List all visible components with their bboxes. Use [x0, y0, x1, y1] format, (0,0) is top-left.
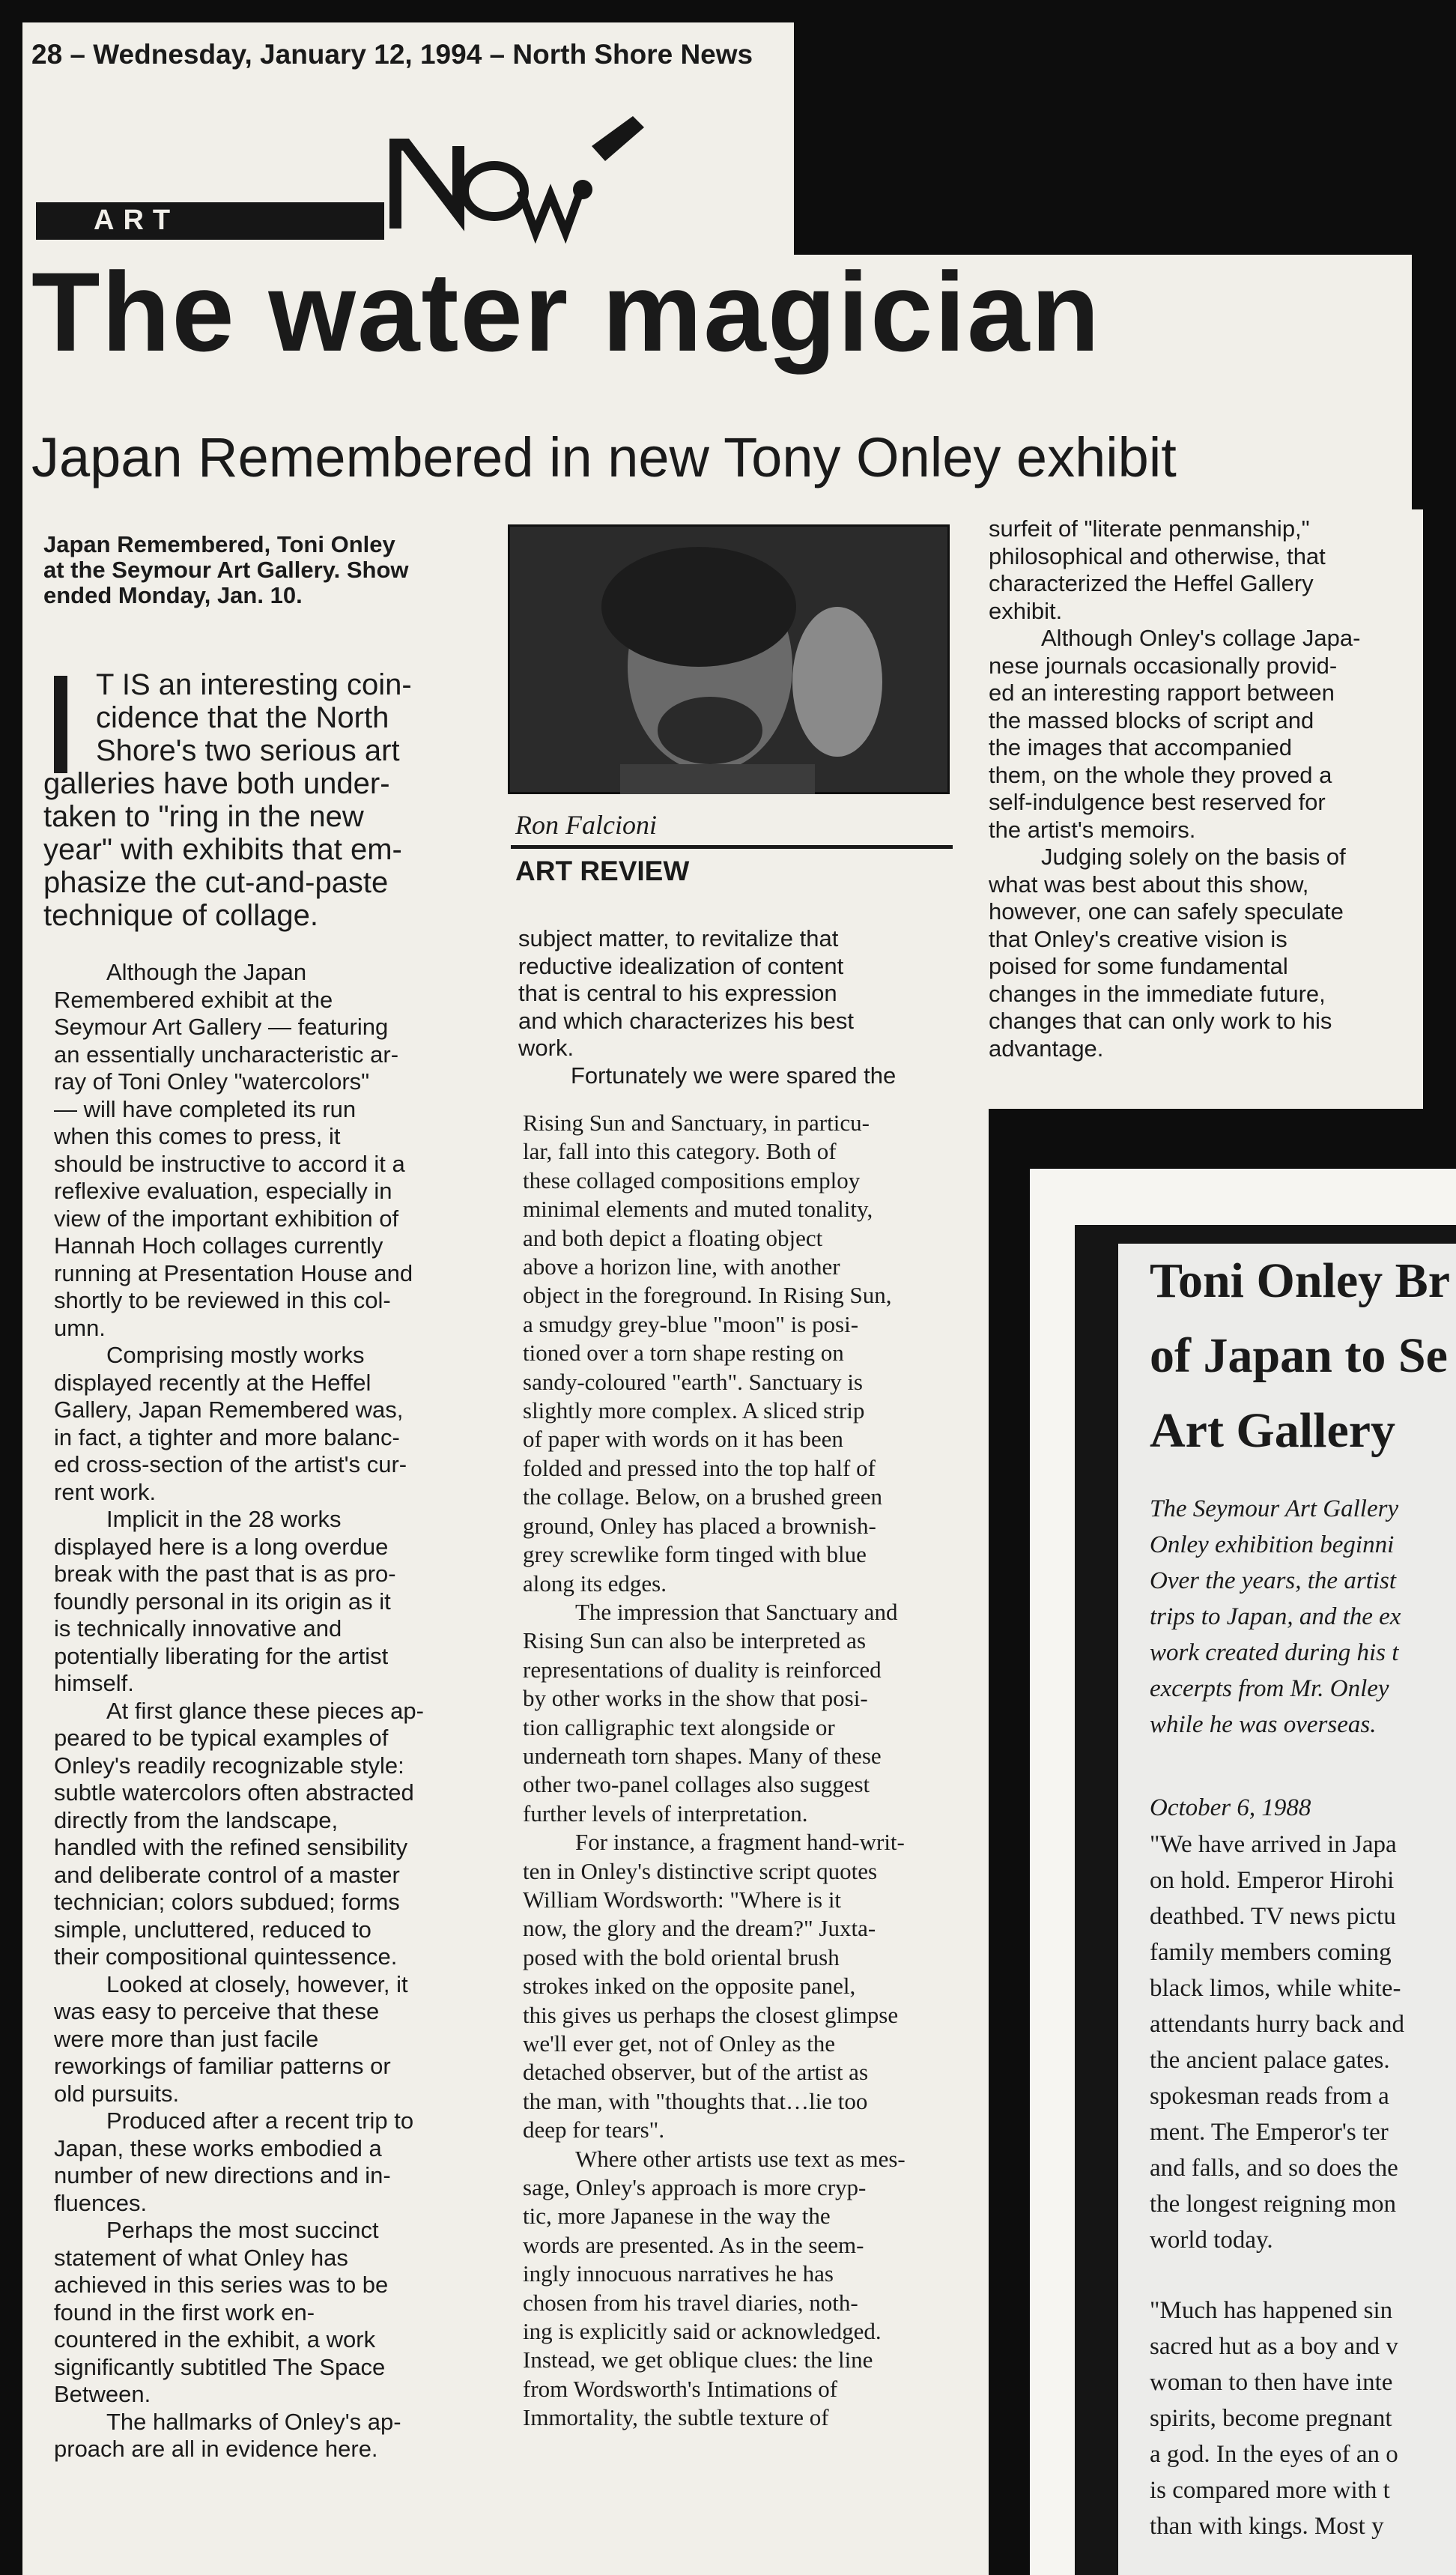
text-line: and deliberate control of a master: [54, 1861, 400, 1888]
text-line: ed cross-section of the artist's cur-: [54, 1451, 407, 1477]
text-line: however, one can safely speculate: [989, 898, 1344, 925]
text-line: further levels of interpretation.: [523, 1800, 808, 1827]
text-line: shortly to be reviewed in this col-: [54, 1287, 391, 1313]
text-line: from Wordsworth's Intimations of: [523, 2375, 838, 2402]
text-line: "Much has happened sin: [1150, 2297, 1393, 2324]
section-label: ART: [94, 205, 180, 236]
text-line: — will have completed its run: [54, 1095, 357, 1122]
text-line: woman to then have inte: [1150, 2369, 1393, 2396]
text-line: fluences.: [54, 2189, 148, 2216]
text-line: Onley's readily recognizable style:: [54, 1752, 404, 1779]
text-line: Gallery, Japan Remembered was,: [54, 1397, 404, 1423]
text-line: displayed recently at the Heffel: [54, 1369, 371, 1396]
text-line: slightly more complex. A sliced strip: [523, 1397, 865, 1424]
text-line: Instead, we get oblique clues: the line: [523, 2346, 873, 2373]
text-line: world today.: [1150, 2227, 1273, 2254]
text-line: handled with the refined sensibility: [54, 1834, 408, 1860]
text-line: countered in the exhibit, a work: [54, 2326, 376, 2352]
text-line: spirits, become pregnant: [1150, 2405, 1392, 2432]
text-line: characterized the Heffel Gallery: [989, 570, 1314, 596]
column-label: ART REVIEW: [515, 856, 690, 886]
text-line: strokes inked on the opposite panel,: [523, 1973, 856, 2000]
text-line: is technically innovative and: [54, 1615, 342, 1641]
text-line: old pursuits.: [54, 2080, 180, 2107]
text-line: a god. In the eyes of an o: [1150, 2441, 1398, 2468]
text-line: this gives us perhaps the closest glimpse: [523, 2001, 899, 2028]
text-line: representations of duality is reinforced: [523, 1656, 882, 1683]
text-line: than with kings. Most y: [1150, 2513, 1384, 2540]
column-2-bottom-body: [523, 1109, 906, 2433]
text-line: himself.: [54, 1670, 134, 1696]
text-line: Hannah Hoch collages currently: [54, 1232, 383, 1259]
text-line: ten in Onley's distinctive script quotes: [523, 1857, 878, 1884]
now-logo: [374, 101, 689, 243]
text-line: the images that accompanied: [989, 734, 1292, 760]
text-line: now, the glory and the dream?" Juxta-: [523, 1915, 876, 1942]
text-line: Seymour Art Gallery — featuring: [54, 1014, 389, 1040]
text-line: black limos, while white-: [1150, 1975, 1401, 2002]
sidebar-title: Toni Onley Br of Japan to Se Art Gallery: [1150, 1253, 1450, 1458]
text-line: tic, more Japanese in the way the: [523, 2203, 831, 2230]
text-line: rent work.: [54, 1478, 157, 1505]
text-line: exhibit.: [989, 597, 1063, 624]
text-line: when this comes to press, it: [54, 1123, 341, 1149]
text-line: potentially liberating for the artist: [54, 1642, 389, 1669]
text-line: subtle watercolors often abstracted: [54, 1779, 414, 1806]
text-line: posed with the bold oriental brush: [523, 1943, 840, 1970]
text-line: view of the important exhibition of: [54, 1205, 399, 1232]
text-line: running at Presentation House and: [54, 1259, 413, 1286]
text-line: we'll ever get, not of Onley as the: [523, 2030, 836, 2057]
text-line: reductive idealization of content: [518, 952, 844, 979]
text-line: and both depict a floating object: [523, 1224, 823, 1251]
text-line: nese journals occasionally provid-: [989, 652, 1338, 679]
text-line: words are presented. As in the seem-: [523, 2231, 864, 2258]
text-line: is compared more with t: [1150, 2477, 1390, 2504]
text-line: achieved in this series was to be: [54, 2272, 389, 2298]
text-line: statement of what Onley has: [54, 2244, 348, 2271]
text-line: object in the foreground. In Rising Sun,: [523, 1282, 892, 1309]
text-line: was easy to perceive that these: [54, 1998, 380, 2024]
photo-caption: Ron Falcioni: [515, 810, 657, 840]
text-line: ed an interesting rapport between: [989, 680, 1335, 706]
text-line: work.: [518, 1035, 574, 1061]
text-line: sacred hut as a boy and v: [1150, 2333, 1398, 2360]
text-line: spokesman reads from a: [1150, 2083, 1389, 2110]
text-line: Between.: [54, 2381, 151, 2407]
text-line: simple, uncluttered, reduced to: [54, 1916, 371, 1943]
text-line: changes that can only work to his: [989, 1008, 1332, 1034]
text-line: At first glance these pieces ap-: [106, 1697, 424, 1724]
text-line: The impression that Sanctuary and: [575, 1598, 898, 1625]
sidebar-date: October 6, 1988: [1150, 1794, 1311, 1821]
text-line: an essentially uncharacteristic ar-: [54, 1041, 399, 1068]
text-line: subject matter, to revitalize that: [518, 925, 839, 951]
text-line: what was best about this show,: [989, 871, 1309, 898]
dateline-strip: [22, 22, 794, 255]
text-line: found in the first work en-: [54, 2299, 315, 2326]
text-line: their compositional quintessence.: [54, 1943, 398, 1970]
text-line: technician; colors subdued; forms: [54, 1889, 400, 1915]
text-line: poised for some fundamental: [989, 953, 1288, 979]
text-line: Fortunately we were spared the: [571, 1062, 897, 1089]
text-line: Remembered exhibit at the: [54, 986, 333, 1013]
text-line: Judging solely on the basis of: [1041, 844, 1346, 870]
text-line: ground, Onley has placed a brownish-: [523, 1512, 876, 1539]
text-line: break with the past that is as pro-: [54, 1561, 396, 1587]
text-line: the collage. Below, on a brushed green: [523, 1483, 883, 1510]
text-line: directly from the landscape,: [54, 1806, 339, 1833]
subhead: Japan Remembered in new Tony Onley exhibit: [31, 426, 1177, 488]
text-line: these collaged compositions employ: [523, 1167, 861, 1193]
text-line: Although Onley's collage Japa-: [1041, 625, 1361, 651]
author-photo: [508, 524, 950, 794]
text-line: deathbed. TV news pictu: [1150, 1903, 1396, 1930]
text-line: ray of Toni Onley "watercolors": [54, 1068, 370, 1095]
text-line: For instance, a fragment hand-writ-: [575, 1829, 905, 1856]
text-line: on hold. Emperor Hirohi: [1150, 1867, 1395, 1894]
text-line: them, on the whole they proved a: [989, 761, 1332, 788]
text-line: Where other artists use text as mes-: [575, 2145, 906, 2172]
text-line: chosen from his travel diaries, noth-: [523, 2289, 858, 2316]
column-1: [22, 509, 494, 2575]
headline-panel: [22, 255, 1412, 509]
column-1-body: [54, 959, 424, 2463]
text-line: proach are all in evidence here.: [54, 2436, 378, 2462]
text-line: number of new directions and in-: [54, 2162, 391, 2188]
text-line: folded and pressed into the top half of: [523, 1454, 876, 1481]
text-line: displayed here is a long overdue: [54, 1533, 389, 1560]
text-line: deep for tears".: [523, 2116, 665, 2143]
text-line: self-indulgence best reserved for: [989, 789, 1326, 815]
text-line: ing is explicitly said or acknowledged.: [523, 2318, 882, 2345]
text-line: umn.: [54, 1314, 106, 1341]
info-box: Japan Remembered, Toni Onley at the Seymour Art Gallery. Show ended Monday, Jan. 10.: [43, 531, 409, 608]
text-line: sage, Onley's approach is more cryp-: [523, 2174, 867, 2201]
text-line: minimal elements and muted tonality,: [523, 1196, 873, 1223]
text-line: attendants hurry back and: [1150, 2011, 1404, 2038]
text-line: that Onley's creative vision is: [989, 925, 1287, 952]
text-line: peared to be typical examples of: [54, 1725, 389, 1751]
text-line: grey screwlike form tinged with blue: [523, 1541, 867, 1568]
column-2-bottom: [494, 1109, 989, 2575]
text-line: "We have arrived in Japa: [1150, 1831, 1397, 1858]
column-2-top: [494, 509, 959, 1109]
text-line: advantage.: [989, 1035, 1104, 1062]
caption-rule: [511, 845, 953, 849]
column-2-top-body: [518, 925, 896, 1089]
column-3: [959, 509, 1423, 1109]
text-line: other two-panel collages also suggest: [523, 1771, 870, 1798]
text-line: William Wordsworth: "Where is it: [523, 1886, 842, 1913]
section-bar: [36, 202, 384, 240]
text-line: and which characterizes his best: [518, 1007, 855, 1034]
text-line: foundly personal in its origin as it: [54, 1588, 391, 1615]
text-line: should be instructive to accord it a: [54, 1150, 405, 1177]
text-line: the longest reigning mon: [1150, 2191, 1397, 2218]
text-line: Rising Sun and Sanctuary, in particu-: [523, 1110, 870, 1136]
text-line: Although the Japan: [106, 959, 307, 985]
text-line: in fact, a tighter and more balanc-: [54, 1423, 400, 1450]
text-line: the man, with "thoughts that…lie too: [523, 2087, 868, 2114]
text-line: by other works in the show that posi-: [523, 1685, 868, 1712]
text-line: that is central to his expression: [518, 980, 837, 1006]
text-line: ment. The Emperor's ter: [1150, 2119, 1389, 2146]
text-line: Perhaps the most succinct: [106, 2217, 379, 2243]
text-line: ingly innocuous narratives he has: [523, 2260, 834, 2287]
text-line: along its edges.: [523, 1570, 667, 1597]
text-line: above a horizon line, with another: [523, 1253, 840, 1280]
sidebar-intro: The Seymour Art Gallery Onley exhibition beginni Over the years, the artist trips to Japan, and the ex work created during his t excerpts from Mr. Onley while he was overseas.: [1150, 1495, 1401, 1738]
sidebar-clipping: [1030, 1169, 1456, 2575]
sidebar-paragraph-1: [1150, 1827, 1404, 2258]
sidebar-paragraph-2: [1150, 2293, 1398, 2544]
text-line: detached observer, but of the artist as: [523, 2059, 869, 2086]
text-line: the ancient palace gates.: [1150, 2047, 1390, 2074]
lead-paragraph: T IS an interesting coin- cidence that the North Shore's two serious art galleries have both under- taken to "ring in the new year" with exhibits that em- phasize the cut-and-paste technique of collage.: [43, 668, 412, 932]
headline: The water magician: [31, 255, 1102, 375]
text-line: The hallmarks of Onley's ap-: [106, 2408, 401, 2435]
text-line: Immortality, the subtle texture of: [523, 2404, 829, 2431]
text-line: underneath torn shapes. Many of these: [523, 1742, 882, 1769]
text-line: significantly subtitled The Space: [54, 2353, 386, 2380]
text-line: tioned over a torn shape resting on: [523, 1340, 844, 1367]
text-line: Looked at closely, however, it: [106, 1970, 408, 1997]
text-line: Produced after a recent trip to: [106, 2107, 414, 2134]
text-line: of paper with words on it has been: [523, 1426, 843, 1453]
text-line: surfeit of "literate penmanship,": [989, 515, 1310, 542]
text-line: Implicit in the 28 works: [106, 1506, 342, 1532]
text-line: reworkings of familiar patterns or: [54, 2053, 391, 2079]
text-line: the massed blocks of script and: [989, 706, 1314, 733]
text-line: and falls, and so does the: [1150, 2155, 1398, 2182]
text-line: Rising Sun can also be interpreted as: [523, 1627, 867, 1654]
column-3-body: [989, 515, 1360, 1062]
text-line: the artist's memoirs.: [989, 816, 1196, 843]
dateline: 28 – Wednesday, January 12, 1994 – North Shore News: [31, 39, 753, 70]
text-line: Comprising mostly works: [106, 1342, 365, 1368]
text-line: sandy-coloured "earth". Sanctuary is: [523, 1368, 863, 1395]
text-line: changes in the immediate future,: [989, 980, 1326, 1007]
text-line: reflexive evaluation, especially in: [54, 1178, 392, 1204]
text-line: Japan, these works embodied a: [54, 2134, 382, 2161]
text-line: lar, fall into this category. Both of: [523, 1138, 837, 1165]
text-line: tion calligraphic text alongside or: [523, 1713, 835, 1740]
text-line: a smudgy grey-blue "moon" is posi-: [523, 1310, 859, 1337]
text-line: family members coming: [1150, 1939, 1392, 1966]
text-line: philosophical and otherwise, that: [989, 542, 1326, 569]
text-line: were more than just facile: [54, 2025, 319, 2052]
